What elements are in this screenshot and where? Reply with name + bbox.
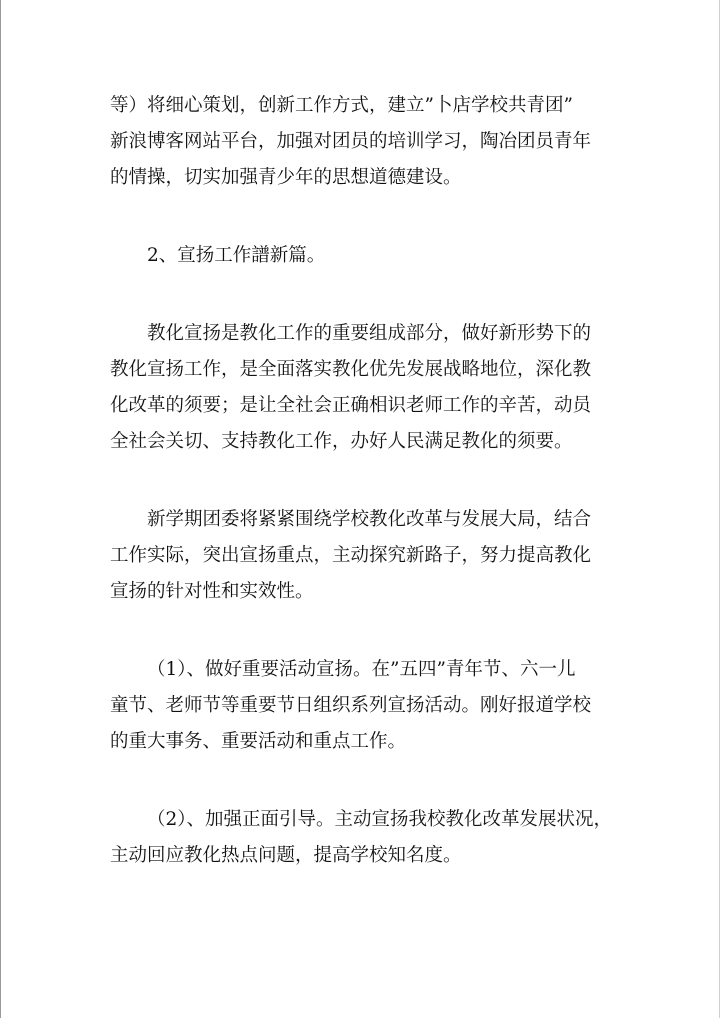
paragraph-gap xyxy=(110,274,615,316)
paragraph-education-publicity xyxy=(110,316,615,460)
paragraph-gap xyxy=(110,460,615,502)
paragraph-new-semester xyxy=(110,502,615,610)
text-line: （1）、做好重要活动宣扬。在”五四”青年节、六一儿 xyxy=(147,659,576,680)
text-line: 新浪博客网站平台，加强对团员的培训学习，陶冶团员青年 xyxy=(110,131,592,152)
text-line: 化改革的须要；是让全社会正确相识老师工作的辛苦，动员 xyxy=(110,395,592,416)
text-line: 新学期团委将紧紧围绕学校教化改革与发展大局，结合 xyxy=(147,509,592,530)
page-left-edge xyxy=(0,0,1,1018)
text-line: 的重大事务、重要活动和重点工作。 xyxy=(110,731,407,752)
text-line: 主动回应教化热点问题，提高学校知名度。 xyxy=(110,845,462,866)
paragraph-item-2 xyxy=(110,802,615,874)
text-line: 教化宣扬工作，是全面落实教化优先发展战略地位，深化教 xyxy=(110,359,592,380)
document-body xyxy=(110,88,615,874)
text-line: 全社会关切、支持教化工作，办好人民满足教化的须要。 xyxy=(110,431,573,452)
paragraph-item-1 xyxy=(110,652,615,760)
text-line: 童节、老师节等重要节日组织系列宣扬活动。刚好报道学校 xyxy=(110,695,592,716)
text-line: 等）将细心策划，创新工作方式，建立”卜店学校共青团” xyxy=(110,95,573,116)
paragraph-continuation xyxy=(110,88,615,196)
text-line: 教化宣扬是教化工作的重要组成部分，做好新形势下的 xyxy=(147,323,592,344)
text-line: 2、宣扬工作譜新篇。 xyxy=(147,245,326,266)
text-line: （2）、加强正面引导。主动宣扬我校教化改革发展状况， xyxy=(147,809,613,830)
text-line: 宣扬的针对性和实效性。 xyxy=(110,581,314,602)
paragraph-gap xyxy=(110,610,615,652)
paragraph-gap xyxy=(110,196,615,238)
paragraph-gap xyxy=(110,760,615,802)
section-heading xyxy=(110,238,615,274)
text-line: 的情操，切实加强青少年的思想道德建设。 xyxy=(110,167,462,188)
text-line: 工作实际，突出宣扬重点，主动探究新路子，努力提高教化 xyxy=(110,545,592,566)
